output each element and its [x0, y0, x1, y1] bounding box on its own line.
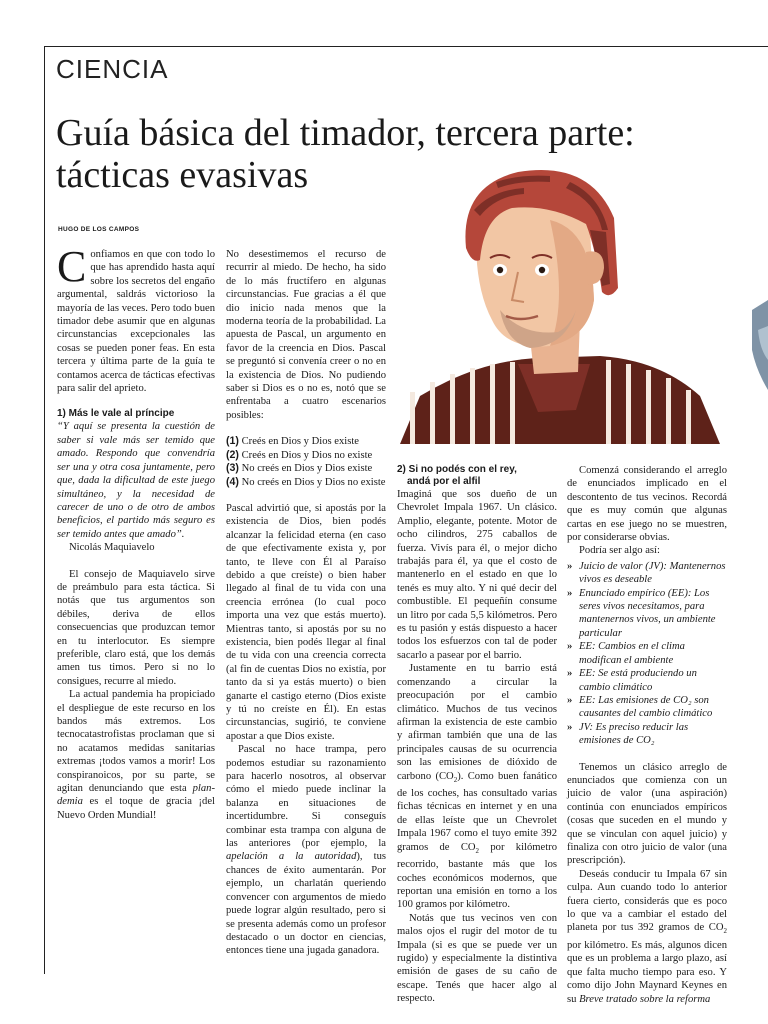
- intro-paragraph: [57, 242, 215, 395]
- scenario-item: [226, 476, 386, 489]
- quote-author: Nicolás Maquiavelo: [69, 542, 155, 554]
- scenario-item: [226, 462, 386, 475]
- drop-cap: C: [57, 242, 87, 291]
- col1-p2-emphasis: plan-demia: [57, 783, 215, 808]
- scenario-number: (1): [226, 435, 239, 448]
- col4-p4-text-b: por kilómetro. Es más, algunos dicen que es un problema a largo plazo, así que falta mucho tiempo para eso. Y como dijo John Maynard Keynes en su: [567, 939, 727, 1005]
- article-column-1: [57, 242, 215, 822]
- col1-paragraph-2: [57, 688, 215, 822]
- scenario-number: (3): [226, 462, 239, 475]
- statement-item: » EE: Se está produciendo un cambio climático: [567, 667, 727, 694]
- col3-p2-text-a: Justamente en tu barrio está comenzando a circular la preocupación por el cambio climático. Muchos de tus vecinos afirman la existencia de este cambio y afirman también que una de las principales causas de su ocurrencia son las emisiones de dióxido de carbono (CO: [397, 663, 557, 782]
- byline: HUGO DE LOS CAMPOS: [58, 226, 140, 233]
- subheading-1: 1) Más le vale al príncipe: [57, 408, 175, 420]
- col2-paragraph-2: Pascal advirtió que, si apostás por la existencia de Dios, bien podés alcanzar la felicidad eterna (en caso de que efectivamente exista y, por tanto, te lleve con Él al Paraíso debido a que creíste) o bien haber llegado al final de tu vida con una creencia errónea (lo cual poco importa una vez que estás muerto). Mientras tanto, si apostás por su no existencia, bien podés llegar al final de tu vida con una creencia correcta (al fin de cuentas Dios no existía, por tanto da si ya estás muerto) o bien ganarte el castigo eterno (Dios existe y tú no creíste en Él). En estas circunstancias, sugirió, te conviene apostar a que Dios existe.: [226, 502, 386, 742]
- subheading-2: [397, 464, 557, 488]
- col4-p4-text-a: Deseás conducir tu Impala 67 sin culpa. Aun cuando todo lo anterior fuera cierto, considerás que es poco lo que va a cambiar el estado del planeta por tus 392 gramos de CO: [567, 868, 727, 934]
- machiavelli-illustration: [400, 160, 768, 444]
- scenario-text: No creés en Dios y Dios existe: [238, 463, 373, 475]
- col1-p2-text-b: es el toque de gracia ¡del Nuevo Orden Mundial!: [57, 796, 215, 821]
- page-frame-top-rule: [44, 46, 768, 47]
- scenario-text: No creés en Dios y Dios no existe: [238, 476, 386, 488]
- subscript: 2: [723, 927, 727, 936]
- col3-paragraph-3: Notás que tus vecinos ven con malos ojos el rugir del motor de tu Impala (si es que se puede ver un rugido) y especialmente la distintiva emisión de gases de su caño de escape. Tenés que hacer algo al respecto.: [397, 912, 557, 1005]
- col2-p3-text-b: ), tus chances de éxito aumentarán. Por ejemplo, un charlatán queriendo convencer con argumentos de miedo puede lograr algún resultado, pero si se presenta además como un profesor destacado o un doctor en ciencias, entonces tiene una jugada ganadora.: [226, 851, 386, 957]
- statement-item: » EE: Cambios en el clima modifican el ambiente: [567, 640, 727, 667]
- col2-p3-emphasis: apelación a la autoridad: [226, 851, 357, 863]
- statement-item: » JV: Es preciso reducir las emisiones de CO₂: [567, 721, 727, 748]
- statement-item: » Juicio de valor (JV): Mantenernos vivos es deseable: [567, 560, 727, 587]
- machiavelli-quote: “Y aquí se presenta la cuestión de saber si vale más ser temido que amado. Respondo que convendría ser una y otra cosa juntamente, pero que, dada la dificultad de este juego simultáneo, y la necesidad de carecer de uno o de otro de ambos beneficios, el partido más seguro es ser temido antes que amado”.: [57, 421, 215, 540]
- col1-p2-text-a: La actual pandemia ha propiciado el despliegue de este recurso en los bandos más extremos. Los tecnocatastrofistas proclaman que si no acatamos medidas sanitarias extremas ¡todos vamos a morir! Los conspiranoicos, por su parte, se agitan denunciando que esta: [57, 689, 215, 795]
- intro-text: onfiamos en que con todo lo que has aprendido hasta aquí sobre los secretos del engaño argumental, saldrás victorioso la mayoría de las veces. Pero todo buen timador debe asumir que en algunas circunstancias excepcionales las cosas se pueden poner feas. En esta tercera y última parte de la guía te contamos acerca de tácticas efectivas para salir del aprieto.: [57, 249, 215, 395]
- col2-paragraph-1: No desestimemos el recurso de recurrir al miedo. De hecho, ha sido de lo más fructífero en algunas circunstancias. Fue gracias a él que dio inicio nada menos que la moderna teoría de la probabilidad. La apuesta de Pascal, un argumento en favor de la creencia en Dios. Pascal se preguntó si convenía creer o no en la existencia de Dios. No pudiendo saber si Dios es o no es, notó que se enfrentaba a cuatro escenarios posibles:: [226, 249, 386, 421]
- section-label: CIENCIA: [56, 54, 169, 84]
- machiavelli-portrait-svg: [400, 160, 768, 444]
- col4-p4-emphasis: Breve tratado sobre la reforma: [579, 993, 711, 1005]
- col4-paragraph-3: Tenemos un clásico arreglo de enunciados que comienza con un juicio de valor (una aspiración) continúa con enunciados empíricos (cosas que suceden en el mundo y que se vinculan con aquel juicio) y finaliza con otro juicio de valor (una prescripción).: [567, 761, 727, 867]
- subheading-2-line-1: 2) Si no podés con el rey,: [397, 464, 517, 475]
- col1-paragraph-1: El consejo de Maquiavelo sirve de preámbulo para esta táctica. Si notás que tus argumentos son débiles, deriva de ellos consecuencias que produzcan temor en tu interlocutor. Es siempre preferible, claro está, que los demás amen tus timos. Pero si no lo consigues, recurre al miedo.: [57, 568, 215, 687]
- scenario-text: Creés en Dios y Dios existe: [238, 436, 359, 448]
- subscript: 2: [475, 846, 480, 855]
- scenario-number: (4): [226, 475, 239, 488]
- col4-paragraph-4: [567, 868, 727, 1006]
- statements-list: [567, 560, 727, 748]
- subheading-2-line-2: andá por el alfil: [407, 476, 481, 487]
- col4-paragraph-1: Comenzá considerando el arreglo de enunciados implicado en el descontento de tus vecinos. Recordá que es muy común que algunas cartas en ese juego no se muestren, por considerarse obvias.: [567, 465, 727, 544]
- article-column-4: [567, 464, 727, 1006]
- article-column-3: [397, 464, 557, 1006]
- scenario-number: (2): [226, 448, 239, 461]
- headline-line-2: tácticas evasivas: [56, 154, 309, 196]
- col4-paragraph-2: Podría ser algo así:: [579, 545, 660, 557]
- scenario-item: [226, 435, 386, 448]
- col3-p2-text-b: ). Como buen fanático de los coches, has consultado varias fichas técnicas en internet y en una de ellas leíste que un Chevrolet Impala 1967 como el tuyo emite 392 gramos de CO: [397, 770, 557, 853]
- article-column-2: [226, 248, 386, 958]
- statement-item: » Enunciado empírico (EE): Los seres vivos necesitamos, para mantenernos vivos, un ambiente particular: [567, 587, 727, 641]
- pascal-scenarios-list: [226, 435, 386, 489]
- scenario-item: [226, 449, 386, 462]
- headline-line-1: Guía básica del timador, tercera parte:: [56, 112, 635, 154]
- subscript: 2: [453, 775, 458, 784]
- scenario-text: Creés en Dios y Dios no existe: [238, 449, 373, 461]
- col2-paragraph-3: [226, 743, 386, 958]
- page-frame-left-rule: [44, 46, 45, 974]
- col3-paragraph-1: Imaginá que sos dueño de un Chevrolet Impala 1967. Un clásico. Amplio, elegante, potente. Motor de ocho cilindros, 275 caballos de fuerza. Vivís para él, o mejor dicho trabajás para él, ya que el costo de mantenerlo en el estado en que lo tenés es muy alto. Y ni qué decir del combustible. El pequeñín consume un litro por cada 5,5 kilómetros. Pero es tu pasión y estás dispuesto a hacer todos los esfuerzos con tal de poder sacarlo a pasear por el barrio.: [397, 489, 557, 661]
- col3-p2-text-c: por kilómetro recorrido, bastante más que los coches económicos modernos, que reportan una emisión en torno a los 100 gramos por kilómetro.: [397, 841, 557, 911]
- col2-p3-text-a: Pascal no hace trampa, pero podemos estudiar su razonamiento para hacerlo nosotros, al observar cómo el miedo puede inclinar la balanza en situaciones de incertidumbre. Si conseguís combinar esta trampa con alguna de las anteriores (por ejemplo, la: [226, 744, 386, 850]
- col3-paragraph-2: [397, 662, 557, 912]
- statement-item: » EE: Las emisiones de CO₂ son causantes del cambio climático: [567, 694, 727, 721]
